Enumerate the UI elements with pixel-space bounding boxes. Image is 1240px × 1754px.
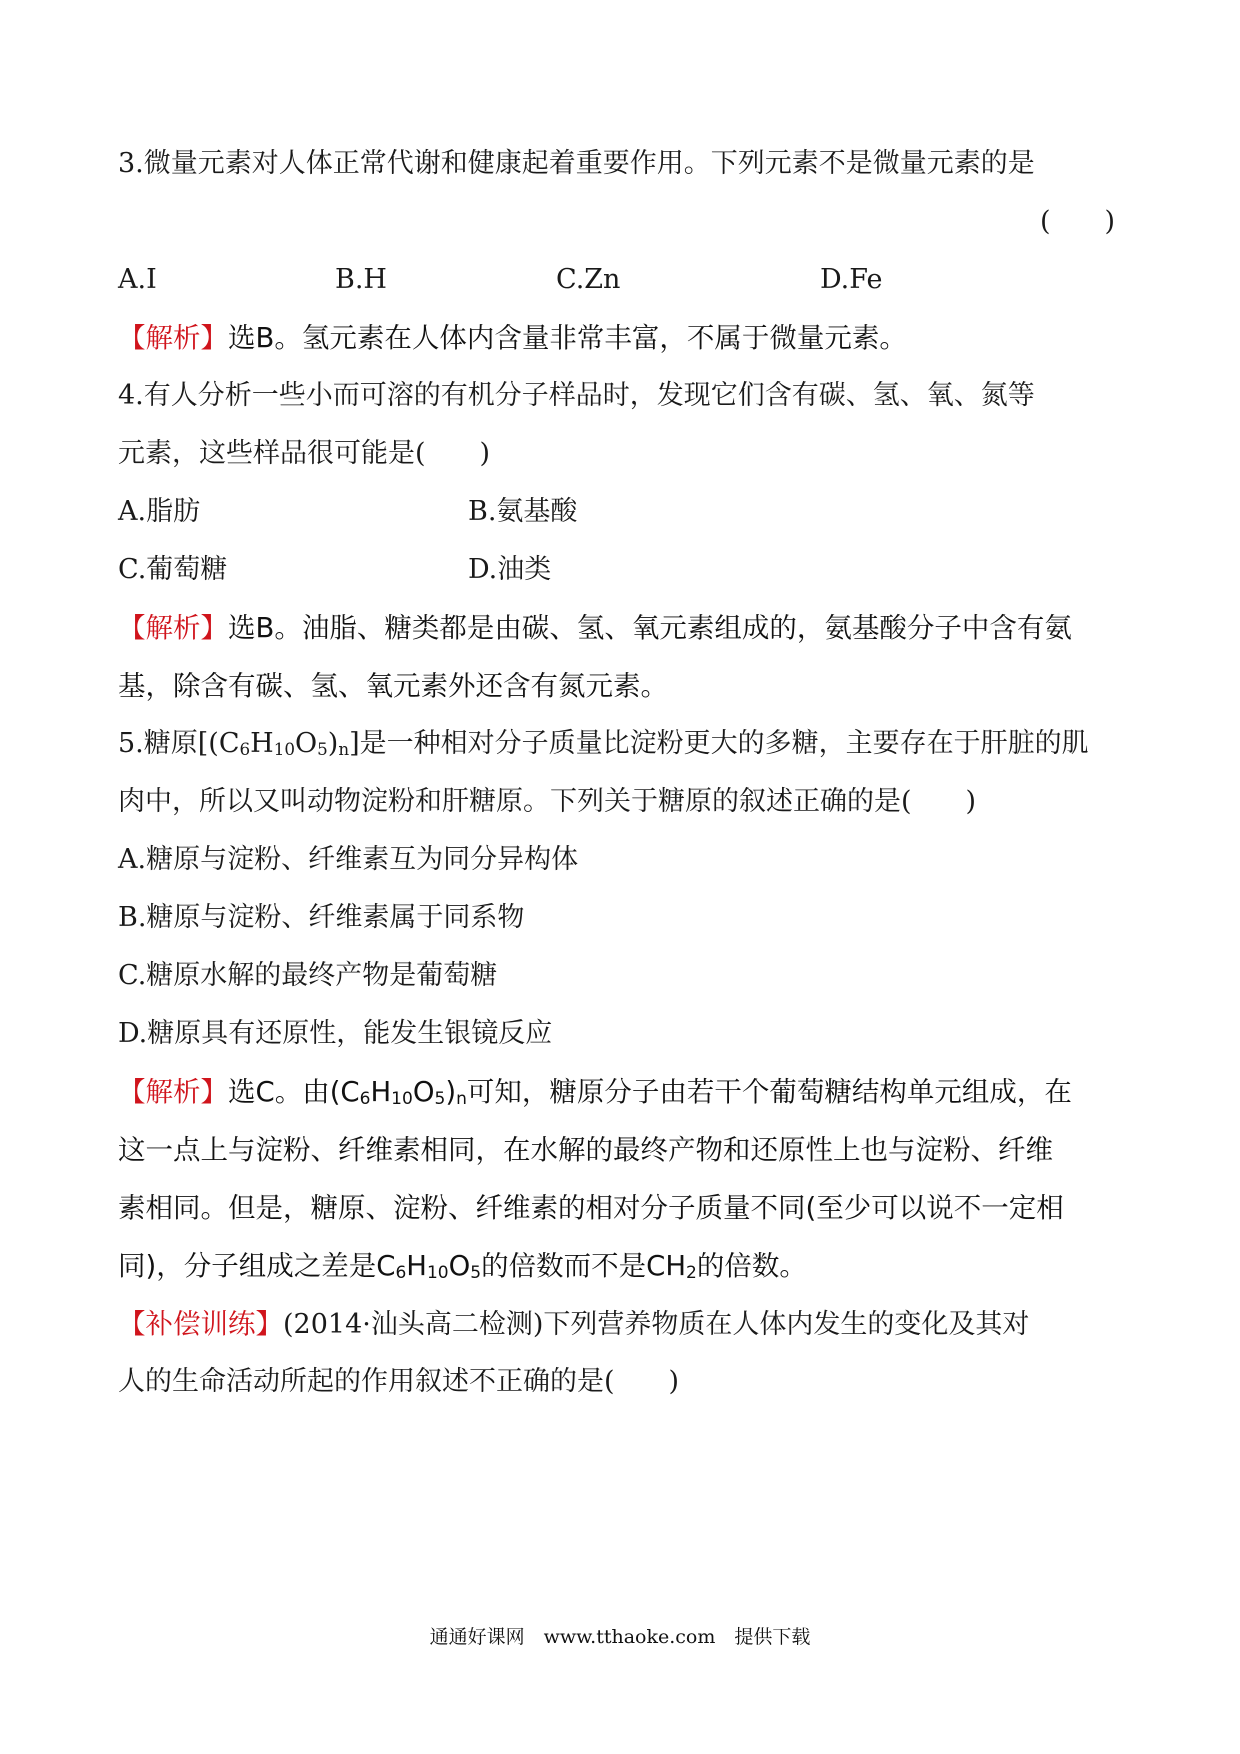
- q4-option-c: C.葡萄糖: [118, 554, 228, 585]
- q4-stem-line2: 元素，这些样品很可能是( ): [118, 438, 491, 469]
- q4-analysis-line1: [118, 610, 1072, 646]
- q4-option-b: B.氨基酸: [468, 496, 578, 527]
- analysis-tag: 【解析】: [118, 612, 228, 644]
- q5-option-a: A.糖原与淀粉、纤维素互为同分异构体: [118, 844, 579, 875]
- analysis-tag: 【解析】: [118, 322, 228, 354]
- analysis-tag: 【解析】: [118, 1076, 228, 1108]
- q3-option-b: B.H: [335, 264, 387, 295]
- q3-analysis: [118, 320, 907, 356]
- q5-analysis-line4: 同)，分子组成之差是$C_6H_{10}O_5$的倍数而不是$CH_2$的倍数。: [118, 1250, 807, 1283]
- q3-stem: 3.微量元素对人体正常代谢和健康起着重要作用。下列元素不是微量元素的是: [118, 148, 1035, 179]
- q4-analysis-text: 选B。油脂、糖类都是由碳、氢、氧元素组成的，氨基酸分子中含有氨: [228, 612, 1072, 644]
- q3-option-a: A.I: [118, 264, 157, 295]
- q4-analysis-line2: 基，除含有碳、氢、氧元素外还含有氮元素。: [118, 670, 668, 702]
- q5-option-d: D.糖原具有还原性，能发生银镜反应: [118, 1018, 553, 1049]
- q3-analysis-text: 选B。氢元素在人体内含量非常丰富，不属于微量元素。: [228, 322, 907, 354]
- supplement-text: (2014·汕头高二检测)下列营养物质在人体内发生的变化及其对: [283, 1309, 1030, 1340]
- q5-analysis-line2: 这一点上与淀粉、纤维素相同，在水解的最终产物和还原性上也与淀粉、纤维: [118, 1134, 1053, 1166]
- q3-option-c: C.Zn: [556, 264, 621, 295]
- q3-answer-paren: ( ): [1040, 206, 1116, 237]
- q4-option-a: A.脂肪: [118, 496, 201, 527]
- q3-option-d: D.Fe: [820, 264, 883, 295]
- q5-analysis-line1: 【解析】选C。由$(C_6H_{10}O_5)_n$可知，糖原分子由若干个葡萄糖结构单元组成，在: [118, 1076, 1072, 1109]
- q5-stem-line1: 5.糖原$[(C_6H_{10}O_5)_n]$是一种相对分子质量比淀粉更大的多糖，主要存在于肝脏的肌: [118, 728, 1089, 759]
- supplement-line1: [118, 1306, 1029, 1343]
- q5-option-c: C.糖原水解的最终产物是葡萄糖: [118, 960, 498, 991]
- q4-option-d: D.油类: [468, 554, 552, 585]
- supplement-tag: 【补偿训练】: [118, 1308, 283, 1340]
- q5-option-b: B.糖原与淀粉、纤维素属于同系物: [118, 902, 525, 933]
- page-footer: 通通好课网 www.tthaoke.com 提供下载: [429, 1626, 811, 1648]
- supplement-line2: 人的生命活动所起的作用叙述不正确的是( ): [118, 1366, 680, 1397]
- q4-stem-line1: 4.有人分析一些小而可溶的有机分子样品时，发现它们含有碳、氢、氧、氮等: [118, 380, 1035, 411]
- q5-analysis-line3: 素相同。但是，糖原、淀粉、纤维素的相对分子质量不同(至少可以说不一定相: [118, 1192, 1064, 1224]
- q5-stem-line2: 肉中，所以又叫动物淀粉和肝糖原。下列关于糖原的叙述正确的是( ): [118, 786, 977, 817]
